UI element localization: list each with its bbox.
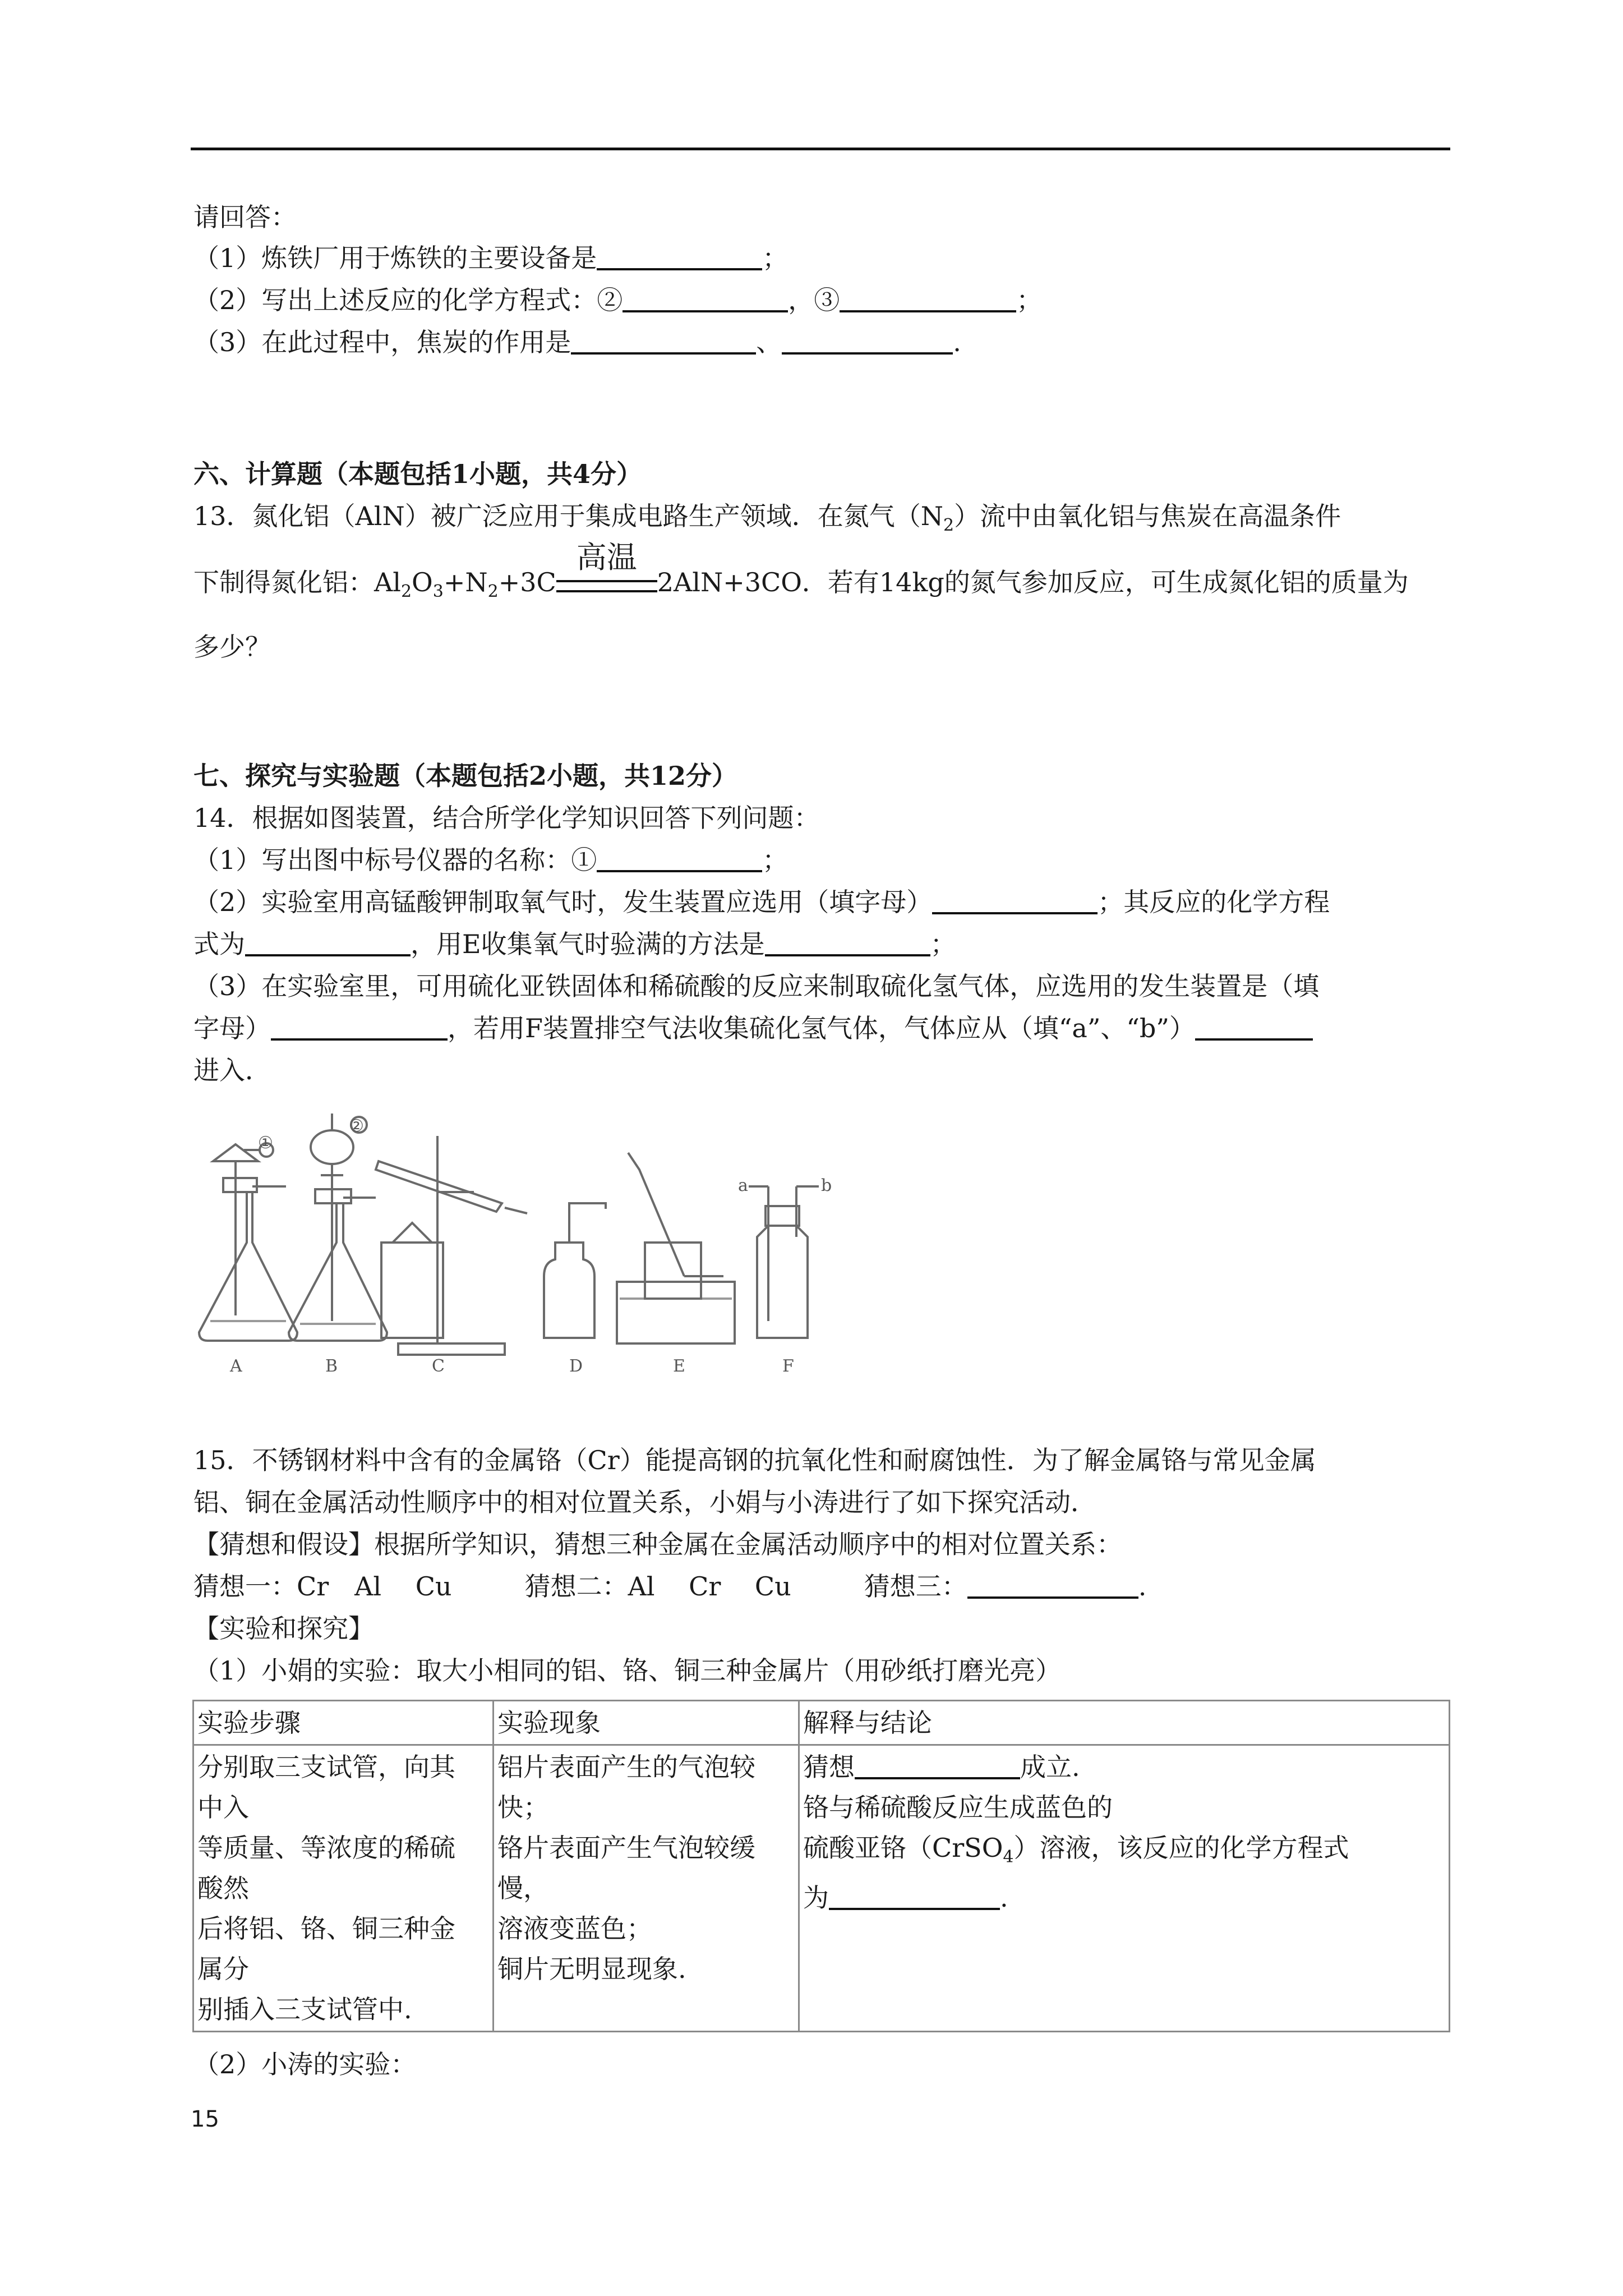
q12-part1: （1）炼铁厂用于炼铁的主要设备是 ； — [193, 243, 789, 273]
table-header-cell: 实验步骤 — [193, 1701, 494, 1745]
q14-part1: （1）写出图中标号仪器的名称：① ； — [193, 845, 789, 875]
q15-line1: 15．不锈钢材料中含有的金属铬（Cr）能提高钢的抗氧化性和耐腐蚀性．为了解金属铬与常见金属 — [193, 1445, 1316, 1475]
phenomena-cell: 铝片表面产生的气泡较 快； 铬片表面产生气泡较缓 慢， 溶液变蓝色； 铜片无明显现象. — [494, 1745, 799, 2032]
conclusion-cell: 猜想 成立. 铬与稀硫酸反应生成蓝色的 硫酸亚铬（CrSO$_4$）溶液，该反应的化学方程式 为 . — [799, 1745, 1450, 2032]
q14-part3b: 字母） ，若用F装置排空气法收集硫化氢气体，气体应从（填“a”、“b”） — [193, 1011, 1313, 1045]
q12-part2: （2）写出上述反应的化学方程式：② ，③ ； — [193, 285, 1043, 315]
figure-marker-2: ② — [349, 1116, 364, 1136]
q13-line1: 13．氮化铝（AlN）被广泛应用于集成电路生产领域．在氮气$(N_2)$流中由氧化铝与焦炭在高温条件 — [193, 501, 1341, 535]
page-number: 15 — [191, 2106, 219, 2132]
q14-stem: 14．根据如图装置，结合所学化学知识回答下列问题： — [193, 803, 820, 833]
q12-intro: 请回答： — [193, 202, 297, 232]
q12-part3: （3）在此过程中，焦炭的作用是 、 . — [193, 327, 961, 357]
figure-marker-1: ① — [258, 1133, 273, 1153]
answer-blank[interactable] — [840, 286, 1016, 312]
apparatus-e — [617, 1153, 735, 1343]
apparatus-f — [749, 1186, 819, 1338]
q14-part2b: 式为 ，用E收集氧气时验满的方法是 ； — [193, 929, 956, 959]
apparatus-a — [199, 1143, 297, 1341]
apparatus-label-e: E — [673, 1356, 685, 1376]
answer-blank[interactable] — [245, 930, 411, 956]
apparatus-label-f: F — [782, 1356, 794, 1376]
answer-blank[interactable] — [932, 887, 1098, 914]
answer-blank[interactable] — [967, 1572, 1138, 1599]
apparatus-d — [544, 1203, 606, 1338]
answer-blank[interactable] — [597, 243, 762, 270]
experiment-table — [192, 1700, 1450, 2032]
q15-line2: 铝、铜在金属活动性顺序中的相对位置关系，小娟与小涛进行了如下探究活动． — [193, 1487, 1096, 1517]
guess-1: 猜想一：Cr Al Cu — [193, 1571, 452, 1602]
table-header-cell: 解释与结论 — [799, 1701, 1450, 1745]
apparatus-label-c: C — [432, 1356, 445, 1376]
q14-part3a: （3）在实验室里，可用硫化亚铁固体和稀硫酸的反应来制取硫化氢气体，应选用的发生装置是（填 — [193, 971, 1320, 1001]
answer-blank[interactable] — [782, 328, 953, 355]
port-b-label: b — [821, 1176, 832, 1195]
apparatus-c — [351, 1117, 527, 1355]
reaction-condition: 高温 — [556, 565, 657, 599]
answer-blank[interactable] — [271, 1014, 448, 1041]
port-a-label: a — [738, 1176, 748, 1195]
table-header-row — [193, 1701, 1450, 1745]
answer-blank[interactable] — [829, 1883, 1000, 1910]
q14-part3c: 进入． — [193, 1055, 271, 1085]
answer-blank[interactable] — [1195, 1014, 1313, 1041]
guess-2: 猜想二：Al Cr Cu — [524, 1571, 791, 1602]
answer-blank[interactable] — [597, 845, 762, 872]
q15-experiment-title: 【实验和探究】 — [193, 1613, 374, 1644]
q15-hypothesis-title: 【猜想和假设】根据所学知识，猜想三种金属在金属活动顺序中的相对位置关系： — [193, 1529, 1122, 1559]
q14-part2a: （2）实验室用高锰酸钾制取氧气时，发生装置应选用（填字母） ；其反应的化学方程 — [193, 887, 1330, 917]
section-6-title: 六、计算题（本题包括1小题，共4分） — [193, 459, 643, 489]
answer-blank[interactable] — [765, 930, 930, 956]
lab-apparatus-figure — [191, 1108, 897, 1377]
guess-3: 猜想三： — [864, 1571, 967, 1602]
apparatus-label-a: A — [230, 1356, 242, 1376]
header-rule — [191, 148, 1450, 150]
answer-blank[interactable] — [571, 328, 756, 355]
apparatus-b — [289, 1114, 387, 1341]
table-header-cell: 实验现象 — [494, 1701, 799, 1745]
answer-blank[interactable] — [855, 1752, 1020, 1779]
q15-guesses: 猜想一：Cr Al Cu 猜想二：Al Cr Cu 猜想三： . — [193, 1571, 1147, 1602]
section-7-title: 七、探究与实验题（本题包括2小题，共12分） — [193, 761, 738, 791]
answer-blank[interactable] — [623, 286, 788, 312]
steps-cell: 分别取三支试管，向其 中入 等质量、等浓度的稀硫 酸然 后将铝、铬、铜三种金 属分 别插入三支试管中. — [193, 1745, 494, 2032]
q13-line2: 下制得氮化铝：$Al_2O_3+N_2+3C$ 高温 2AlN+3CO．若有14kg的氮气参加反应，可生成氮化铝的质量为 — [193, 540, 1409, 601]
q15-experiment-1: （1）小娟的实验：取大小相同的铝、铬、铜三种金属片（用砂纸打磨光亮） — [193, 1655, 1062, 1686]
q13-line3: 多少？ — [193, 632, 271, 662]
q15-experiment-2: （2）小涛的实验： — [193, 2049, 417, 2079]
apparatus-label-d: D — [569, 1356, 583, 1376]
table-row — [193, 1745, 1450, 2032]
apparatus-label-b: B — [325, 1356, 338, 1376]
